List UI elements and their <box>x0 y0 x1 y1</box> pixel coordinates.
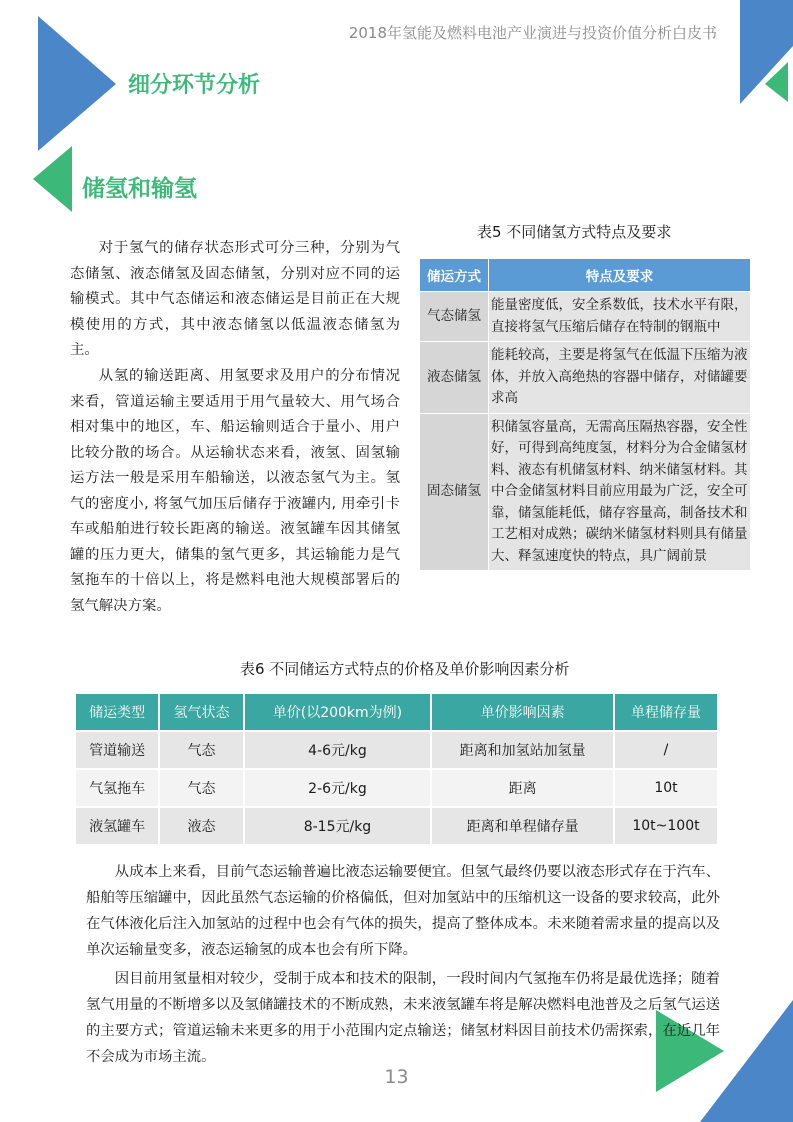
table-row <box>75 731 718 769</box>
body-paragraph-2: 从氢的输送距离、用氢要求及用户的分布情况来看，管道运输主要适用于用气量较大、用气场合相对集中的地区，车、船运输则适合于量小、用户比较分散的场合。从运输状态来看，液氢、固氢输运方法一般是采用车船输送，以液态氢气为主。氢气的密度小, 将氢气加压后储存于液罐内, 用牵引卡车或船舶进行较长距离的输送。液氢罐车因其储氢罐的压力更大，储集的氢气更多，其运输能力是气氢拖车的十倍以上，将是燃料电池大规模部署后的氢气解决方案。 <box>70 368 400 614</box>
table6-cell: 气态 <box>159 769 243 807</box>
top-left-blue-triangle <box>38 16 116 151</box>
table5-type-cell: 液态储氢 <box>420 342 489 414</box>
table-row <box>420 342 751 414</box>
body-paragraph-4: 因目前用氢量相对较少，受制于成本和技术的限制，一段时间内气氢拖车仍将是最优选择；随着氢气用量的不断增多以及氢储罐技术的不断成熟，未来液氢罐车将是解决燃料电池普及之后氢气运送的主要方式；管道运输未来更多的用于小范围内定点输送；储氢材料因目前技术仍需探索，在近几年不会成为市场主流。 <box>86 971 720 1065</box>
table6-cell: 10t <box>614 769 718 807</box>
table6-cell: 液态 <box>159 807 243 845</box>
table6-cell: 气氢拖车 <box>75 769 159 807</box>
table6-cell: 气态 <box>159 731 243 769</box>
table6-caption: 表6 不同储运方式特点的价格及单价影响因素分析 <box>240 660 570 678</box>
table6-header-cell: 储运类型 <box>75 693 159 731</box>
table6-header-cell: 单价(以200km为例) <box>244 693 432 731</box>
table6-cell: 液氢罐车 <box>75 807 159 845</box>
body-paragraph-3: 从成本上来看，目前气态运输普遍比液态运输要便宜。但氢气最终仍要以液态形式存在于汽车、船舶等压缩罐中，因此虽然气态运输的价格偏低，但对加氢站中的压缩机这一设备的要求较高，此外在气体液化后注入加氢站的过程中也会有气体的损失，提高了整体成本。未来随着需求量的提高以及单次运输量变多，液态运输氢的成本也会有所下降。 <box>86 864 720 958</box>
table6-cell: 距离 <box>431 769 614 807</box>
table-row <box>420 413 751 571</box>
table5-type-cell: 固态储氢 <box>420 413 489 571</box>
subsection-title: 储氢和输氢 <box>82 176 197 202</box>
table6-header-row <box>75 693 718 731</box>
table6-price-analysis <box>74 692 719 846</box>
table6-header-cell: 单价影响因素 <box>431 693 614 731</box>
table6-cell: 2-6元/kg <box>244 769 432 807</box>
table5-header-cell: 储运方式 <box>420 259 489 292</box>
table-row <box>75 769 718 807</box>
table6-header-cell: 氢气状态 <box>159 693 243 731</box>
table5-storage-methods <box>419 258 751 571</box>
table5-header-row <box>420 259 751 292</box>
table6-cell: 8-15元/kg <box>244 807 432 845</box>
table6-cell: 4-6元/kg <box>244 731 432 769</box>
table5-desc-cell: 能耗较高，主要是将氢气在低温下压缩为液体，并放入高绝热的容器中储存，对储罐要求高 <box>489 342 751 414</box>
table6-cell: 管道输送 <box>75 731 159 769</box>
table5-caption: 表5 不同储氢方式特点及要求 <box>477 223 672 241</box>
table6-cell: 距离和单程储存量 <box>431 807 614 845</box>
section-title: 细分环节分析 <box>128 73 261 98</box>
table5-desc-cell: 能量密度低，安全系数低，技术水平有限，直接将氢气压缩后储存在特制的钢瓶中 <box>489 292 751 342</box>
table6-cell: / <box>614 731 718 769</box>
table5-type-cell: 气态储氢 <box>420 292 489 342</box>
table5-desc-cell: 积储氢容量高，无需高压隔热容器，安全性好，可得到高纯度氢，材料分为合金储氢材料、液态有机储氢材料、纳米储氢材料。其中合金储氢材料目前应用最为广泛，安全可靠，储氢能耗低，储存容量高，制备技术和工艺相对成熟；碳纳米储氢材料则具有储量大、释氢速度快的特点，具广阔前景 <box>489 413 751 571</box>
table5-header-cell: 特点及要求 <box>489 259 751 292</box>
page-number: 13 <box>384 1066 409 1088</box>
document-header-title: 2018年氢能及燃料电池产业演进与投资价值分析白皮书 <box>348 24 717 42</box>
table6-cell: 10t~100t <box>614 807 718 845</box>
body-paragraph-1: 对于氢气的储存状态形式可分三种，分别为气态储氢、液态储氢及固态储氢，分别对应不同的运输模式。其中气态储运和液态储运是目前正在大规模使用的方式，其中液态储氢以低温液态储氢为主。 <box>70 240 400 358</box>
table6-cell: 距离和加氢站加氢量 <box>431 731 614 769</box>
table-row <box>75 807 718 845</box>
subtitle-green-triangle <box>33 146 72 212</box>
table6-header-cell: 单程储存量 <box>614 693 718 731</box>
table-row <box>420 292 751 342</box>
